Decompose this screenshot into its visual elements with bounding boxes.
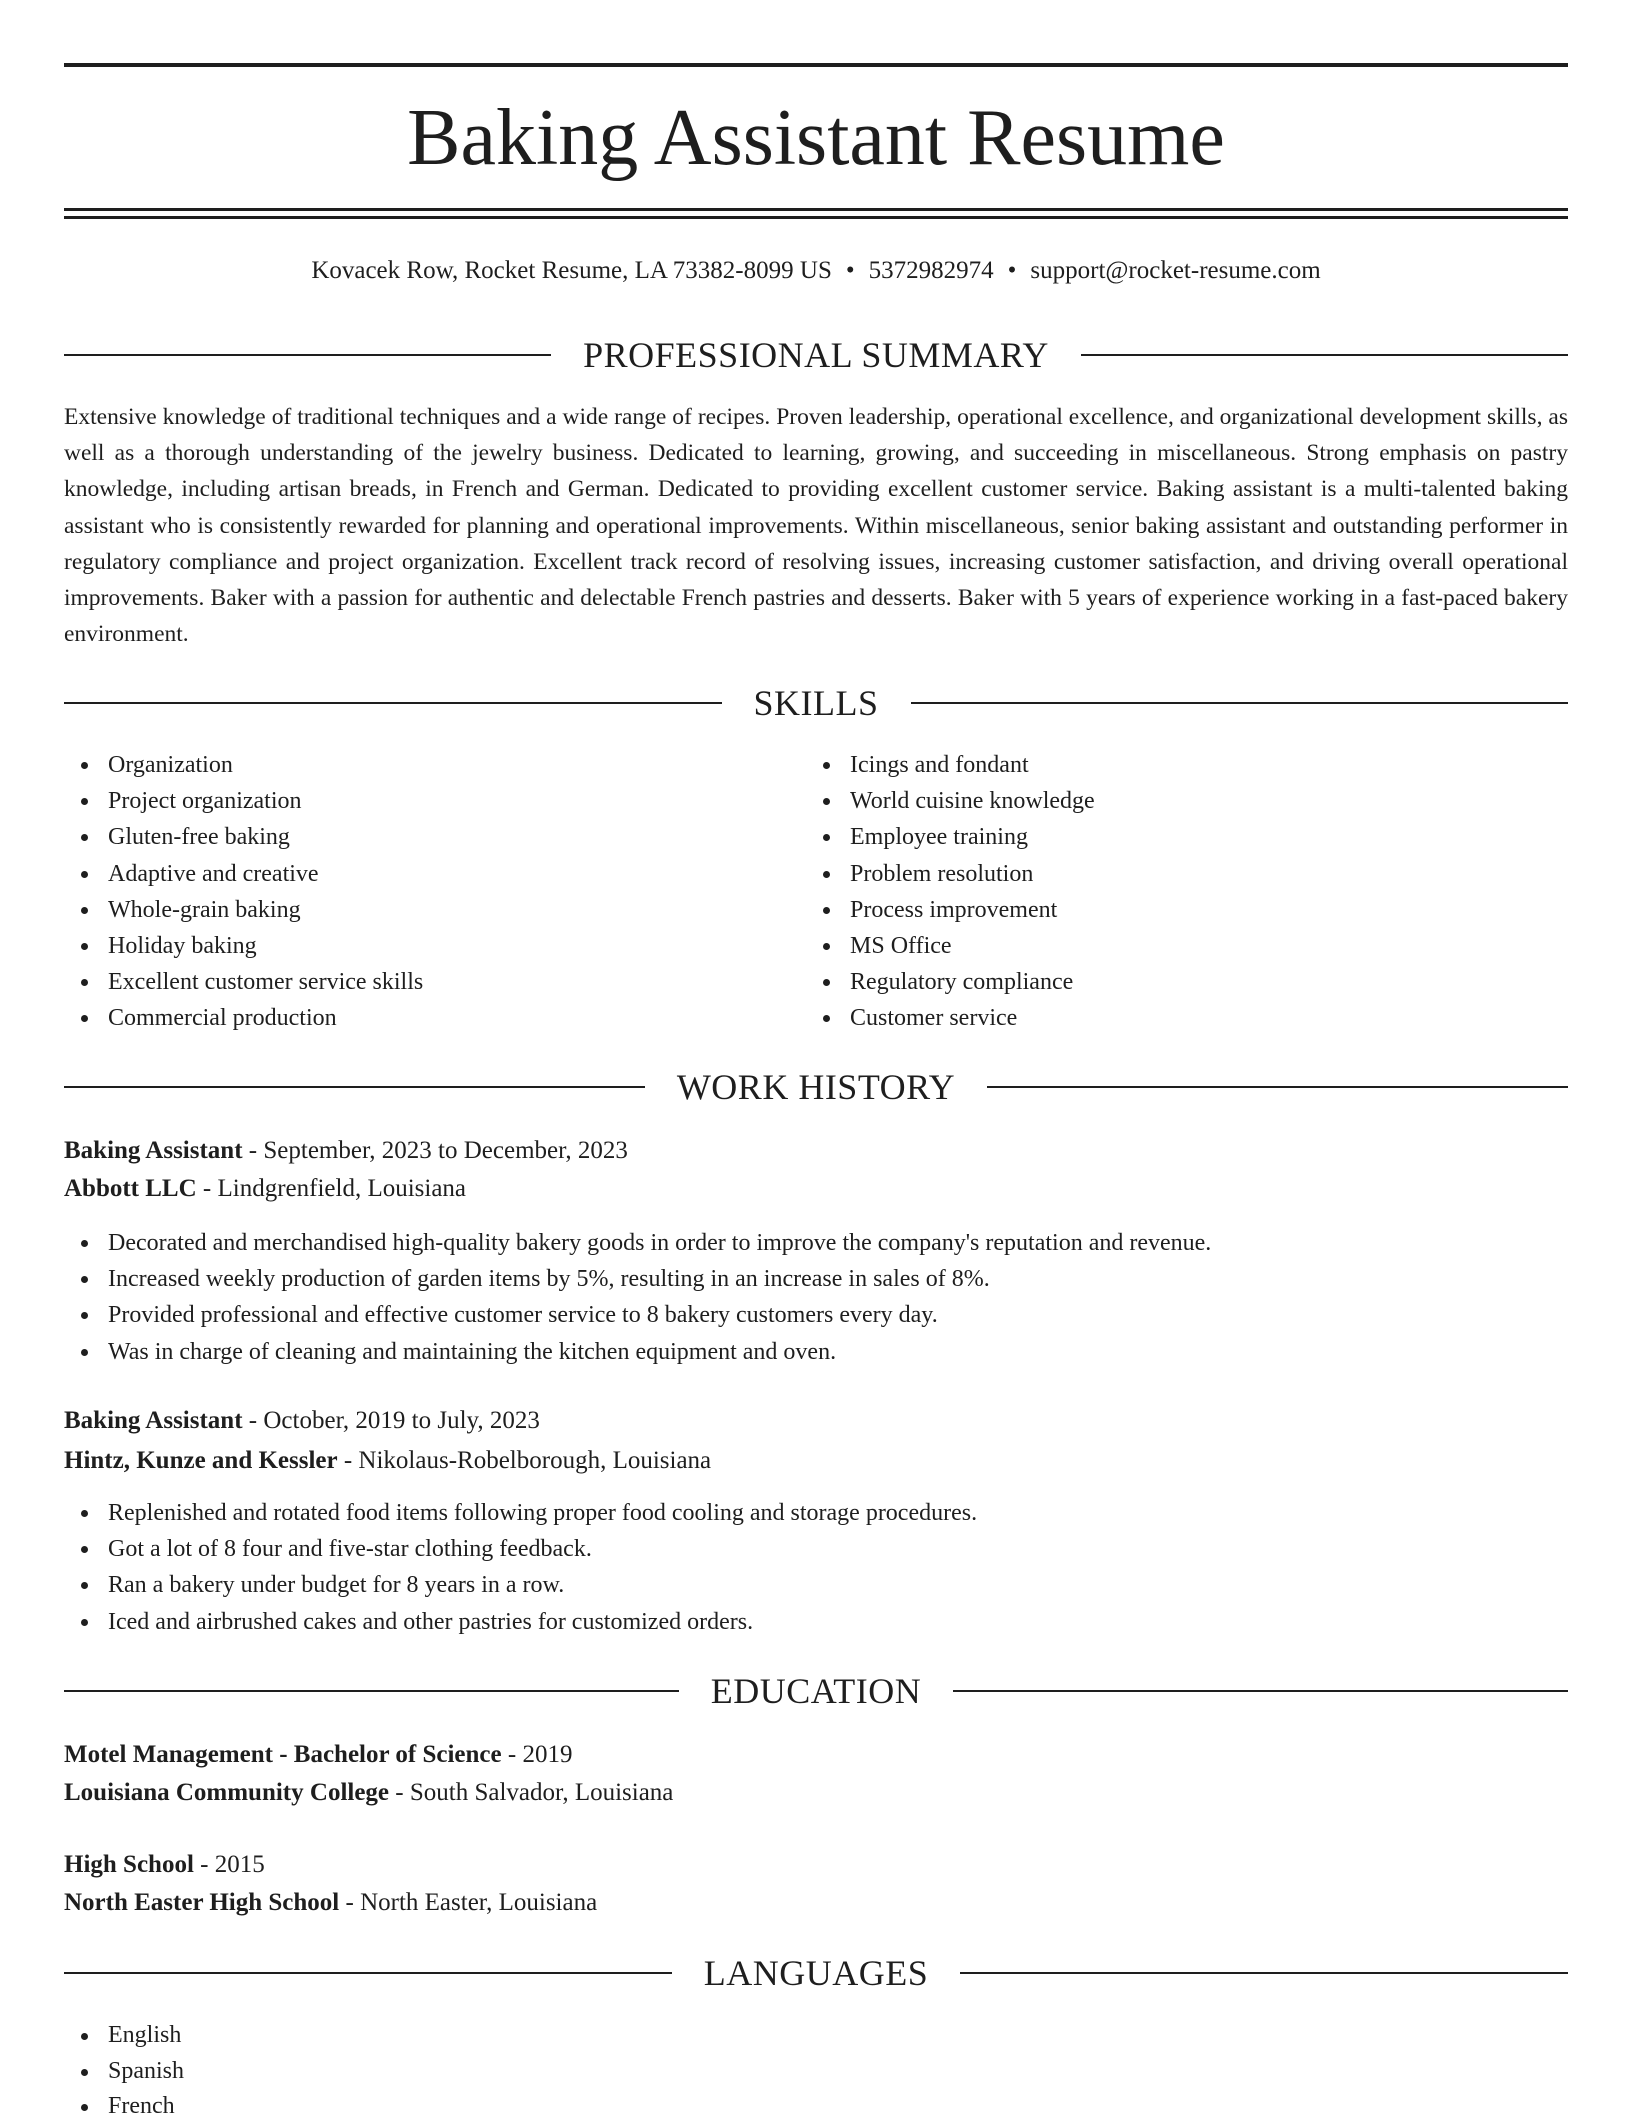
language-item: English [64,2018,184,2054]
duty-item: Provided professional and effective customer service to 8 bakery customers every day. [64,1297,1211,1333]
language-item: Spanish [64,2054,184,2090]
contact-phone: 5372982974 [868,257,994,284]
duty-item: Decorated and merchandised high-quality bakery goods in order to improve the company's reputation and revenue. [64,1225,1211,1261]
job-duties-list [64,1495,977,1640]
education-location: - North Easter, Louisiana [339,1889,598,1916]
job-duties-list [64,1225,1211,1370]
contact-line [64,254,1568,288]
skill-item: World cuisine knowledge [806,783,1095,819]
section-title: LANGUAGES [703,1953,929,1993]
job-location: - Lindgrenfield, Louisiana [196,1175,467,1202]
job-dates: - September, 2023 to December, 2023 [242,1137,628,1164]
heading-rule [1081,354,1568,356]
section-title: EDUCATION [710,1671,922,1711]
language-item: French [64,2089,184,2125]
heading-rule [987,1086,1568,1088]
summary-text: Extensive knowledge of traditional techniques and a wide range of recipes. Proven leadership, operational excellence, and organizational development skills, as well as a thorough understanding of the jewelry business. Dedicated to learning, growing, and succeeding in miscellaneous. Strong emphasis on pastry knowledge, including artisan breads, in French and German. Dedicated to providing excellent customer service. Baking assistant is a multi-talented baking assistant who is consistently rewarded for planning and operational improvements. Within miscellaneous, senior baking assistant and outstanding performer in regulatory compliance and project organization. Excellent track record of resolving issues, increasing customer satisfaction, and driving overall operational improvements. Baker with a passion for authentic and delectable French pastries and desserts. Baker with 5 years of experience working in a fast-paced bakery environment. [64,404,1568,648]
contact-address: Kovacek Row, Rocket Resume, LA 73382-8099 US [311,257,832,284]
job-title: Baking Assistant [64,1137,243,1164]
section-heading-education [64,1669,1568,1713]
skill-item: Organization [64,747,423,783]
job-title-line [64,1403,540,1439]
education-degree: Motel Management - Bachelor of Science [64,1741,502,1768]
heading-rule [64,702,722,704]
skill-item: Customer service [806,1000,1095,1036]
education-degree-line [64,1847,265,1883]
duty-item: Increased weekly production of garden items by 5%, resulting in an increase in sales of 8%. [64,1261,1211,1297]
job-company: Abbott LLC [64,1175,197,1202]
education-school: Louisiana Community College [64,1779,390,1806]
duty-item: Got a lot of 8 four and five-star clothing feedback. [64,1531,977,1567]
skill-item: Whole-grain baking [64,892,423,928]
education-year: - 2015 [193,1851,265,1878]
job-title: Baking Assistant [64,1407,243,1434]
top-rule [64,63,1568,67]
section-heading-languages [64,1951,1568,1995]
contact-separator: • [1007,257,1017,284]
heading-rule [911,702,1569,704]
skill-item: Gluten-free baking [64,819,423,855]
languages-list [64,2018,184,2125]
section-title: SKILLS [753,683,879,723]
skill-item: Commercial production [64,1000,423,1036]
skill-item: Holiday baking [64,928,423,964]
education-degree: High School [64,1851,194,1878]
skill-item: Icings and fondant [806,747,1095,783]
heading-rule [64,354,551,356]
contact-separator: • [845,257,855,284]
section-title: PROFESSIONAL SUMMARY [583,335,1049,375]
skill-item: Regulatory compliance [806,964,1095,1000]
education-school-line [64,1885,597,1921]
heading-rule [64,1690,679,1692]
skills-list-left [64,747,423,1037]
duty-item: Was in charge of cleaning and maintaining the kitchen equipment and oven. [64,1334,1211,1370]
job-company-line [64,1171,466,1207]
section-heading-summary [64,333,1568,377]
heading-rule [960,1972,1568,1974]
job-title-line [64,1133,628,1169]
education-year: - 2019 [501,1741,573,1768]
duty-item: Iced and airbrushed cakes and other pastries for customized orders. [64,1604,977,1640]
contact-email: support@rocket-resume.com [1030,257,1321,284]
heading-rule [64,1086,645,1088]
section-heading-work [64,1065,1568,1109]
heading-rule [64,1972,672,1974]
heading-rule [953,1690,1568,1692]
job-location: - Nikolaus-Robelborough, Louisiana [337,1447,712,1474]
page-title: Baking Assistant Resume [407,94,1225,182]
skill-item: Project organization [64,783,423,819]
job-company-line [64,1443,711,1479]
skills-list-right [806,747,1095,1037]
skill-item: Process improvement [806,892,1095,928]
skill-item: Adaptive and creative [64,856,423,892]
duty-item: Replenished and rotated food items following proper food cooling and storage procedures. [64,1495,977,1531]
skill-item: Problem resolution [806,856,1095,892]
title-underline-upper [64,208,1568,211]
duty-item: Ran a bakery under budget for 8 years in a row. [64,1567,977,1603]
job-dates: - October, 2019 to July, 2023 [242,1407,540,1434]
skill-item: MS Office [806,928,1095,964]
education-school-line [64,1775,673,1811]
education-degree-line [64,1737,572,1773]
skill-item: Excellent customer service skills [64,964,423,1000]
education-location: - South Salvador, Louisiana [389,1779,674,1806]
title-underline-lower [64,216,1568,219]
education-school: North Easter High School [64,1889,340,1916]
skill-item: Employee training [806,819,1095,855]
section-heading-skills [64,681,1568,725]
job-company: Hintz, Kunze and Kessler [64,1447,338,1474]
section-title: WORK HISTORY [676,1067,956,1107]
